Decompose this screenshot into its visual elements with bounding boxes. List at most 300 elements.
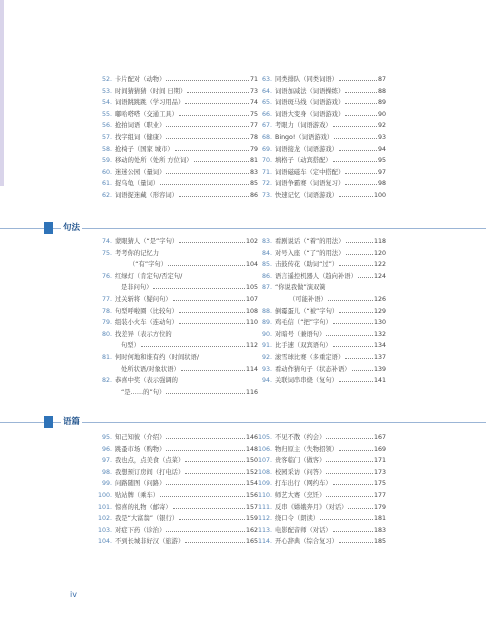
toc-column-right [258,432,386,548]
toc-entry[interactable] [258,478,386,490]
toc-entry-body [115,155,258,167]
toc-entry-title: 句型呼啦圈（比较句） [115,307,178,315]
toc-entry-body [275,74,386,86]
dot-leader [185,473,245,474]
toc-entry-body [275,444,386,456]
page-number: iv [70,590,77,599]
toc-entry-page: 81 [249,157,258,165]
toc-entry-body [115,444,258,456]
toc-entry-title: 我也点，点美食（点菜） [115,457,185,465]
toc-entry-number: 102. [98,515,113,523]
toc-entry-title: 打车出行（网约车） [275,480,332,488]
toc-entry-page: 85 [249,180,258,188]
toc-entry-number: 83. [261,238,272,245]
toc-entry-body [275,455,386,467]
dot-leader [346,254,373,255]
dot-leader [179,115,249,116]
toc-entry[interactable] [258,120,386,132]
dot-leader [345,103,377,104]
toc-entry-body [115,248,258,271]
dot-leader [339,150,377,151]
toc-entry-number: 112. [258,515,273,523]
toc-entry[interactable] [258,167,386,179]
toc-entry-title: 找字组词（健康） [115,133,166,141]
toc-entry-title: （“有”字句） [129,261,168,269]
toc-entry[interactable] [258,178,386,190]
dot-leader [179,323,245,324]
toc-entry-number: 98. [101,468,112,476]
toc-entry-page: 88 [377,87,386,95]
toc-entry-page: 157 [245,503,258,511]
toc-entry[interactable] [258,490,386,502]
toc-entry-title: 我是“大富翁”（银行） [115,515,179,523]
toc-entry[interactable] [258,502,386,514]
toc-entry[interactable] [258,536,386,548]
toc-entry-body [115,109,258,121]
toc-entry-number: 80. [101,330,112,338]
toc-entry-page: 139 [373,365,386,373]
dot-leader [345,173,377,174]
toc-entry-number: 74. [101,238,112,245]
toc-entry-number: 87. [261,284,272,292]
dot-leader [334,138,377,139]
toc-entry-body [275,144,386,156]
toc-entry-title: 过关斩将（疑问句） [115,295,172,303]
dot-leader [326,496,373,497]
toc-entry[interactable] [258,282,386,305]
toc-entry-number: 84. [261,249,272,257]
toc-entry-page: 169 [373,445,386,453]
toc-entry[interactable] [98,513,258,525]
toc-entry-number: 71. [261,168,272,176]
dot-leader [326,438,373,439]
toc-entry-title: 抢拍词语（职业） [115,122,166,130]
dot-leader [166,531,245,532]
toc-entry-body [275,375,386,387]
dot-leader [160,184,249,185]
toc-entry-page: 171 [373,457,386,465]
toc-entry-page: 108 [245,307,258,315]
toc-entry-body [275,120,386,132]
dot-leader [175,150,249,151]
toc-entry-body [115,236,258,248]
toc-entry[interactable] [258,375,386,387]
toc-entry[interactable] [258,132,386,144]
dot-leader [345,184,377,185]
section-header-discourse [0,416,486,428]
toc-entry-body [275,467,386,479]
toc-entry-number: 62. [101,191,112,199]
toc-entry-page: 124 [373,272,386,280]
toc-entry-title: 倒霉蛋儿（“被”字句） [275,307,339,315]
toc-entry-title: 词语跳跳跳（学习用品） [115,99,185,107]
toc-entry-body [275,513,386,525]
toc-entry-title: 移动的处所（处所 方位词） [115,157,193,165]
toc-entry[interactable] [98,317,258,329]
toc-entry-number: 92. [261,353,272,361]
toc-entry-title: 校园采访（问答） [275,468,326,476]
toc-entry-body [275,86,386,98]
toc-entry[interactable] [258,340,386,352]
toc-entry-body [115,271,258,294]
toc-entry-page: 77 [249,122,258,130]
toc-entry-number: 110. [258,491,273,499]
dot-leader [185,461,245,462]
toc-entry[interactable] [98,144,258,156]
toc-entry-title: （可能补语） [289,295,327,303]
dot-leader [166,138,249,139]
toc-column-left [98,432,258,548]
toc-entry-body [115,144,258,156]
toc-entry[interactable] [98,525,258,537]
toc-entry-title: 句型） [121,342,140,350]
toc-entry[interactable] [98,306,258,318]
toc-entry[interactable] [258,271,386,283]
toc-entry[interactable] [98,132,258,144]
toc-entry-number: 65. [261,99,272,107]
toc-entry-number: 114. [258,538,273,546]
toc-entry[interactable] [98,467,258,479]
toc-entry-body [275,490,386,502]
toc-entry-body [275,352,386,364]
toc-entry-body [275,190,386,202]
toc-entry[interactable] [258,190,386,202]
toc-entry-number: 107. [258,457,273,465]
toc-entry-title: “你说我做”演双簧 [275,284,326,292]
toc-entry-number: 108. [258,468,273,476]
dot-leader [179,196,249,197]
toc-entry-number: 105. [258,434,273,441]
toc-entry-body [275,306,386,318]
toc-entry-number: 64. [261,87,272,95]
toc-entry-body [275,502,386,514]
toc-entry-title: 蒙眼猜人（“是”字句） [115,238,179,245]
toc-entry-page: 185 [373,538,386,546]
toc-entry-page: 167 [373,434,386,441]
dot-leader [179,312,245,313]
dot-leader [339,265,373,266]
toc-entry-body [115,455,258,467]
toc-entry[interactable] [98,375,258,398]
toc-entry-page: 78 [249,133,258,141]
toc-entry-page: 98 [377,180,386,188]
toc-entry-number: 94. [261,377,272,385]
dot-leader [333,531,373,532]
toc-entry[interactable] [98,86,258,98]
toc-entry[interactable] [98,432,258,444]
toc-entry-title: 我想预订房间（打电话） [115,468,185,476]
toc-entry[interactable] [98,271,258,294]
section-accent-bar [44,222,53,234]
toc-entry-body [275,364,386,376]
toc-entry[interactable] [258,236,386,248]
dot-leader [345,92,377,93]
dot-leader [358,277,373,278]
toc-entry-page: 126 [373,295,386,303]
toc-entry-title: 词语大变身（词语游戏） [275,110,345,118]
toc-entry[interactable] [258,513,386,525]
toc-entry-page: 165 [245,538,258,546]
toc-entry-body [275,236,386,248]
toc-entry[interactable] [98,109,258,121]
toc-entry[interactable] [258,444,386,456]
dot-leader [179,519,245,520]
toc-entry-number: 54. [101,99,112,107]
toc-entry-title: 考考你的记忆力 [115,249,160,257]
toc-entry[interactable] [258,97,386,109]
toc-entry-page: 183 [373,526,386,534]
dot-leader [153,288,244,289]
toc-entry-number: 66. [261,110,272,118]
toc-entry[interactable] [98,455,258,467]
toc-entry-title: 词语加减法（词语操练） [275,87,345,95]
toc-entry-body [275,167,386,179]
toc-entry-title: 时间猜猜猜（时间 日期） [115,87,187,95]
toc-entry-number: 89. [261,319,272,327]
toc-entry-body [115,478,258,490]
toc-column-left [98,74,258,202]
toc-entry-number: 106. [258,445,273,453]
toc-entry[interactable] [98,536,258,548]
toc-entry-page: 146 [245,434,258,441]
toc-entry[interactable] [98,190,258,202]
toc-entry-title: 何时何地和谁有约（时间状语/ [115,353,199,361]
toc-entry-title: 词语磁磁车（定中搭配） [275,168,345,176]
toc-entry-number: 113. [258,526,273,534]
toc-entry-number: 79. [101,319,112,327]
toc-entry-number: 68. [261,133,272,141]
toc-entry-title: 贵客临门（做客） [275,457,326,465]
dot-leader [173,300,245,301]
toc-entry-page: 92 [377,122,386,130]
toc-entry[interactable] [258,259,386,271]
toc-entry[interactable] [98,167,258,179]
dot-leader [348,508,373,509]
toc-entry-number: 78. [101,307,112,315]
toc-entry-page: 87 [377,76,386,83]
toc-entry-page: 175 [373,480,386,488]
toc-entry-number: 103. [98,526,113,534]
toc-entry-page: 118 [373,238,386,245]
dot-leader [352,370,373,371]
toc-entry[interactable] [98,352,258,375]
toc-entry-body [115,432,258,444]
toc-entry[interactable] [258,455,386,467]
toc-entry[interactable] [258,155,386,167]
toc-entry[interactable] [258,74,386,86]
toc-entry[interactable] [258,352,386,364]
toc-entry-title: 物归原主（失物招领） [275,445,338,453]
dot-leader [333,323,373,324]
toc-entry-number: 91. [261,342,272,350]
toc-entry-title: 看动作猜句子（状态补语） [275,365,351,373]
toc-entry-page: 75 [249,110,258,118]
toc-entry-number: 90. [261,330,272,338]
toc-entry[interactable] [258,364,386,376]
toc-entry[interactable] [258,109,386,121]
dot-leader [166,450,245,451]
toc-entry[interactable] [258,329,386,341]
toc-entry-page: 130 [373,319,386,327]
toc-entry[interactable] [258,144,386,156]
toc-entry-page: 107 [245,295,258,303]
toc-entry[interactable] [258,467,386,479]
toc-entry-number: 67. [261,122,272,130]
toc-entry-title: 考眼力（词语游戏） [275,122,332,130]
toc-entry-number: 63. [261,76,272,83]
toc-entry-page: 120 [373,249,386,257]
toc-entry-body [275,155,386,167]
toc-entry[interactable] [98,248,258,271]
toc-entry[interactable] [258,525,386,537]
dot-leader [346,242,373,243]
toc-entry[interactable] [98,490,258,502]
toc-entry-page: 181 [373,515,386,523]
dot-leader [333,346,373,347]
toc-entry-title: 鸡毛信（“把”字句） [275,319,332,327]
toc-entry-page: 156 [245,491,258,499]
toc-entry[interactable] [98,502,258,514]
toc-entry-body [115,294,258,306]
toc-entry-page: 162 [245,526,258,534]
toc-entry[interactable] [98,444,258,456]
toc-entry[interactable] [98,97,258,109]
toc-entry-page: 102 [245,238,258,245]
dot-leader [179,242,245,243]
toc-entry-body [115,167,258,179]
toc-entry[interactable] [258,432,386,444]
toc-entry-page: 114 [245,365,258,373]
toc-entry-page: 137 [373,353,386,361]
toc-entry-title: 击鼓传花（助词“过”） [275,261,339,269]
toc-entry-number: 69. [261,145,272,153]
dot-leader [187,92,249,93]
toc-section-discourse [98,432,386,548]
dot-leader [328,300,373,301]
toc-entry-number: 76. [101,272,112,280]
toc-entry-page: 104 [245,261,258,269]
toc-entry-title: 贴站牌（乘车） [115,491,160,499]
toc-entry[interactable] [98,329,258,352]
toc-entry-page: 152 [245,468,258,476]
toc-entry[interactable] [258,248,386,260]
toc-entry-title: 电影配音师（对话） [275,526,332,534]
toc-section-syntax [98,236,386,398]
dot-leader [173,508,245,509]
dot-leader [141,346,245,347]
toc-entry-page: 74 [249,99,258,107]
dot-leader [339,196,373,197]
toc-entry[interactable] [98,155,258,167]
dot-leader [333,484,373,485]
toc-entry[interactable] [98,74,258,86]
dot-leader [194,161,249,162]
toc-entry-body [115,513,258,525]
toc-entry-title: 找差异（表示方位的 [115,330,172,338]
toc-entry-number: 88. [261,307,272,315]
toc-entry[interactable] [98,294,258,306]
toc-entry-body [275,329,386,341]
toc-entry-title: 绕口令（朗读） [275,515,320,523]
toc-entry-body [275,97,386,109]
toc-entry-body [115,525,258,537]
toc-entry-page: 89 [377,99,386,107]
toc-entry-page: 95 [377,157,386,165]
dot-leader [185,103,249,104]
toc-entry[interactable] [258,306,386,318]
toc-entry-page: 159 [245,515,258,523]
toc-entry[interactable] [258,86,386,98]
toc-entry[interactable] [98,236,258,248]
toc-entry[interactable] [258,317,386,329]
toc-entry-page: 173 [373,468,386,476]
toc-entry-title: 不到长城非好汉（旅游） [115,538,185,546]
toc-entry-title: 比手速（双宾语句） [275,342,332,350]
dot-leader [181,370,245,371]
toc-entry-number: 77. [101,295,112,303]
dot-leader [326,461,373,462]
toc-entry-page: 150 [245,457,258,465]
toc-entry-body [115,329,258,352]
toc-entry-body [115,490,258,502]
toc-entry-title: 是非问句） [121,284,153,292]
toc-entry-number: 86. [261,272,272,280]
toc-entry-page: 105 [245,284,258,292]
toc-entry-page: 154 [245,480,258,488]
toc-entry-title: 快速记忆（词语游戏） [275,191,338,199]
toc-entry-page: 94 [377,145,386,153]
dot-leader [326,473,373,474]
toc-entry-body [115,132,258,144]
toc-entry-title: 跳蚤市场（购物） [115,445,166,453]
toc-entry-title: 对号入座（“了”的用法） [275,249,345,257]
toc-entry-title: 捉乌龟（量词） [115,180,160,188]
toc-entry-title: 滚雪球比赛（多重定语） [275,353,345,361]
toc-entry-number: 61. [101,180,112,188]
toc-entry[interactable] [98,478,258,490]
toc-entry-body [115,86,258,98]
toc-entry-number: 75. [101,249,112,257]
toc-entry-number: 82. [101,377,112,385]
toc-entry-body [115,97,258,109]
toc-entry-title: 对暗号（兼语句） [275,330,326,338]
toc-entry-title: 迷迷公园（量词） [115,168,166,176]
toc-entry-body [115,317,258,329]
toc-entry-title: 红绿灯（肯定句/否定句/ [115,272,183,280]
toc-entry-title: 不见不散（约会） [275,434,326,441]
toc-entry-body [275,478,386,490]
toc-entry-page: 90 [377,110,386,118]
toc-entry-body [275,178,386,190]
dot-leader [166,173,249,174]
toc-entry-body [115,352,258,375]
dot-leader [326,335,373,336]
toc-entry-title: 填格子（动宾搭配） [275,157,332,165]
toc-entry[interactable] [98,178,258,190]
toc-entry[interactable] [98,120,258,132]
toc-entry-page: 93 [377,133,386,141]
toc-entry-body [275,432,386,444]
toc-entry-page: 110 [245,319,258,327]
toc-entry-number: 93. [261,365,272,373]
toc-entry-page: 148 [245,445,258,453]
toc-entry-title: 嘟哈嗒嗒（交通工具） [115,110,178,118]
toc-entry-body [115,306,258,318]
toc-entry-page: 129 [373,307,386,315]
dot-leader [339,542,373,543]
toc-entry-title: 组装小火车（连动句） [115,319,178,327]
toc-entry-page: 86 [249,191,258,199]
